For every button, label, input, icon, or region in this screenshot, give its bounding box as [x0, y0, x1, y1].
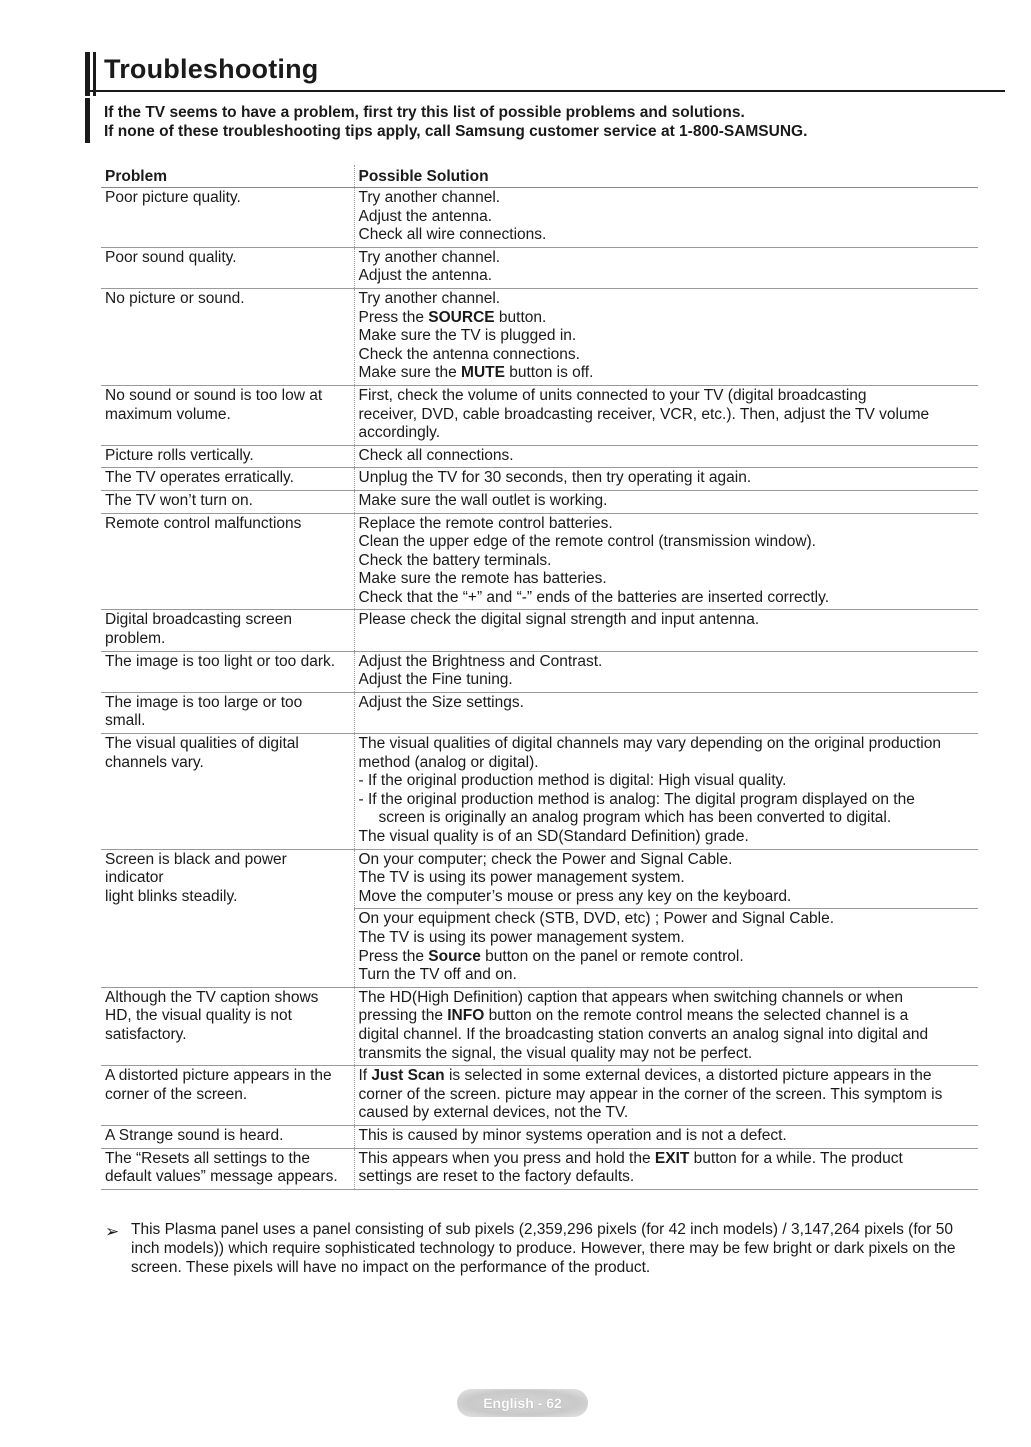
- cell-line: channels vary.: [105, 753, 204, 771]
- table-row: [101, 734, 978, 850]
- cell-line: - If the original production method is analog: The digital program displayed on the: [358, 790, 915, 808]
- keyword-bold: Just Scan: [371, 1067, 445, 1085]
- solution-cell: [354, 1066, 978, 1126]
- table-row: [101, 692, 978, 733]
- table-body: [101, 188, 978, 1190]
- cell-line: If Just Scan is selected in some external devices, a distorted picture appears in the: [358, 1067, 932, 1085]
- table-header-row: [101, 165, 978, 188]
- cell-line: The TV is using its power management system.: [358, 928, 685, 946]
- cell-line: Press the Source button on the panel or remote control.: [358, 947, 744, 965]
- problem-cell: [101, 247, 354, 288]
- problem-cell: [101, 385, 354, 445]
- cell-line: Screen is black and power: [105, 850, 287, 868]
- solution-cell: [354, 1125, 978, 1148]
- cell-line: On your equipment check (STB, DVD, etc) ; Power and Signal Cable.: [358, 910, 835, 928]
- problem-cell: [101, 1125, 354, 1148]
- cell-line: HD, the visual quality is not: [105, 1007, 292, 1025]
- problem-cell: [101, 445, 354, 468]
- keyword-bold: EXIT: [654, 1149, 690, 1167]
- cell-line: Adjust the Size settings.: [358, 693, 524, 711]
- column-header-solution: Possible Solution: [354, 165, 978, 188]
- table-row: [101, 445, 978, 468]
- cell-line: Clean the upper edge of the remote control (transmission window).: [358, 533, 816, 551]
- intro-line-2: If none of these troubleshooting tips apply, call Samsung customer service at 1-800-SAMSUNG.: [104, 123, 808, 140]
- problem-cell: [101, 734, 354, 850]
- cell-line: satisfactory.: [105, 1025, 187, 1043]
- cell-line: Adjust the Fine tuning.: [358, 671, 513, 689]
- cell-line: The HD(High Definition) caption that appears when switching channels or when: [358, 988, 904, 1006]
- cell-line: Check the battery terminals.: [358, 551, 552, 569]
- cell-line: receiver, DVD, cable broadcasting receiver, VCR, etc.). Then, adjust the TV volume: [358, 405, 930, 423]
- cell-line: The visual qualities of digital: [105, 735, 299, 753]
- cell-line: No picture or sound.: [105, 289, 245, 307]
- intro-line-1: If the TV seems to have a problem, first try this list of possible problems and solutions.: [104, 104, 745, 121]
- cell-line: No sound or sound is too low at: [105, 386, 323, 404]
- keyword-bold: INFO: [447, 1007, 485, 1025]
- solution-cell: [354, 385, 978, 445]
- solution-cell: [354, 734, 978, 850]
- cell-line: Adjust the antenna.: [358, 207, 493, 225]
- note-text: This Plasma panel uses a panel consisting of sub pixels (2,359,296 pixels (for 42 inch models) / 3,147,264 pixels (for 50 inch models)) which require sophisticated technology to produce. However, there may be few bright or dark pixels on the screen. These pixels will have no impact on the performance of the product.: [131, 1221, 956, 1276]
- cell-line: This is caused by minor systems operation and is not a defect.: [358, 1126, 787, 1144]
- solution-cell: [354, 610, 978, 651]
- cell-line: maximum volume.: [105, 405, 231, 423]
- problem-cell: [101, 651, 354, 692]
- cell-line: Make sure the TV is plugged in.: [358, 327, 577, 345]
- cell-line: caused by external devices, not the TV.: [358, 1104, 629, 1122]
- table-row: [101, 468, 978, 491]
- cell-line: The “Resets all settings to the: [105, 1149, 311, 1167]
- problem-cell: [101, 692, 354, 733]
- cell-line: Although the TV caption shows: [105, 988, 319, 1006]
- cell-line: Digital broadcasting screen: [105, 611, 292, 629]
- table-row: [101, 1066, 978, 1126]
- cell-line: corner of the screen.: [105, 1085, 248, 1103]
- cell-line: Please check the digital signal strength and input antenna.: [358, 611, 760, 629]
- table-row: [101, 987, 978, 1065]
- cell-line: The TV is using its power management system.: [358, 869, 685, 887]
- cell-line: Press the SOURCE button.: [358, 308, 547, 326]
- solution-cell: [354, 513, 978, 610]
- cell-line: digital channel. If the broadcasting station converts an analog signal into digital and: [358, 1025, 929, 1043]
- solution-cell: [354, 445, 978, 468]
- problem-cell: [101, 490, 354, 513]
- cell-line: - If the original production method is digital: High visual quality.: [358, 772, 787, 790]
- cell-line: Unplug the TV for 30 seconds, then try operating it again.: [358, 469, 752, 487]
- problem-cell: [101, 1066, 354, 1126]
- cell-line: Make sure the wall outlet is working.: [358, 491, 608, 509]
- cell-line: Replace the remote control batteries.: [358, 514, 613, 532]
- table-row: [101, 849, 978, 909]
- cell-line: pressing the INFO button on the remote control means the selected channel is a: [358, 1007, 909, 1025]
- keyword-bold: SOURCE: [428, 308, 495, 326]
- page-number-badge: English - 62: [457, 1389, 588, 1417]
- cell-line: On your computer; check the Power and Signal Cable.: [358, 850, 733, 868]
- cell-line: Poor picture quality.: [105, 189, 241, 206]
- solution-cell: [354, 651, 978, 692]
- problem-cell: [101, 188, 354, 248]
- cell-line: indicator: [105, 869, 164, 887]
- cell-line: Check the antenna connections.: [358, 345, 580, 363]
- cell-line: The TV won’t turn on.: [105, 491, 253, 509]
- cell-line: method (analog or digital).: [358, 753, 539, 771]
- problem-cell: [101, 468, 354, 491]
- cell-line: Check that the “+” and “-” ends of the batteries are inserted correctly.: [358, 588, 830, 606]
- solution-cell: [354, 909, 978, 987]
- table-row: [101, 651, 978, 692]
- solution-cell: [354, 490, 978, 513]
- problem-cell: [101, 987, 354, 1065]
- cell-line: problem.: [105, 630, 166, 648]
- table-row: [101, 385, 978, 445]
- table-row: [101, 247, 978, 288]
- problem-cell: [101, 513, 354, 610]
- column-header-problem: Problem: [101, 165, 354, 188]
- solution-cell: [354, 987, 978, 1065]
- table-row: [101, 1148, 978, 1189]
- cell-line: Try another channel.: [358, 189, 501, 206]
- solution-cell: [354, 1148, 978, 1189]
- cell-line: default values” message appears.: [105, 1168, 338, 1186]
- cell-line: Try another channel.: [358, 289, 501, 307]
- title-divider: [85, 90, 1005, 92]
- solution-cell: [354, 247, 978, 288]
- cell-line: Turn the TV off and on.: [358, 966, 517, 984]
- cell-line: Adjust the antenna.: [358, 267, 493, 285]
- problem-cell: [101, 1148, 354, 1189]
- troubleshooting-table: [101, 165, 978, 1190]
- cell-line: light blinks steadily.: [105, 887, 238, 905]
- cell-line: corner of the screen. picture may appear in the corner of the screen. This symptom is: [358, 1085, 943, 1103]
- cell-line: First, check the volume of units connected to your TV (digital broadcasting: [358, 386, 867, 404]
- page-title: Troubleshooting: [104, 54, 319, 84]
- problem-cell: [101, 610, 354, 651]
- cell-line: Adjust the Brightness and Contrast.: [358, 652, 603, 670]
- solution-cell: [354, 692, 978, 733]
- cell-line: Remote control malfunctions: [105, 514, 302, 532]
- cell-line: Make sure the MUTE button is off.: [358, 364, 594, 382]
- table-row: [101, 610, 978, 651]
- cell-line: The image is too light or too dark.: [105, 652, 336, 670]
- cell-line: Poor sound quality.: [105, 248, 237, 266]
- cell-line: The visual quality is of an SD(Standard Definition) grade.: [358, 828, 749, 845]
- cell-line: Move the computer’s mouse or press any key on the keyboard.: [358, 887, 792, 905]
- solution-cell: [354, 188, 978, 248]
- cell-line: A distorted picture appears in the: [105, 1067, 332, 1085]
- cell-line: Check all wire connections.: [358, 226, 547, 244]
- cell-line: screen is originally an analog program which has been converted to digital.: [378, 809, 892, 827]
- problem-cell: [101, 288, 354, 385]
- solution-cell: [354, 288, 978, 385]
- cell-line: The TV operates erratically.: [105, 469, 294, 487]
- solution-cell: [354, 468, 978, 491]
- cell-line: Check all connections.: [358, 446, 514, 464]
- table-row: [101, 188, 978, 248]
- table-row: [101, 1125, 978, 1148]
- cell-line: transmits the signal, the visual quality may not be perfect.: [358, 1044, 753, 1062]
- cell-line: Try another channel.: [358, 248, 501, 266]
- cell-line: settings are reset to the factory defaults.: [358, 1168, 635, 1186]
- keyword-bold: MUTE: [461, 364, 505, 382]
- cell-line: small.: [105, 712, 146, 730]
- table-row: [101, 490, 978, 513]
- cell-line: Picture rolls vertically.: [105, 446, 254, 464]
- cell-line: The image is too large or too: [105, 693, 303, 711]
- cell-line: This appears when you press and hold the EXIT button for a while. The product: [358, 1149, 903, 1167]
- intro-text: [104, 103, 807, 141]
- keyword-bold: Source: [428, 947, 481, 965]
- cell-line: accordingly.: [358, 424, 441, 442]
- cell-line: A Strange sound is heard.: [105, 1126, 284, 1144]
- cell-line: Make sure the remote has batteries.: [358, 570, 607, 588]
- table-row: [101, 513, 978, 610]
- intro-accent-bar: [85, 98, 90, 143]
- note-arrow-icon: ➢: [105, 1222, 120, 1241]
- table-row: [101, 288, 978, 385]
- solution-cell: [354, 849, 978, 909]
- problem-cell: [101, 849, 354, 987]
- cell-line: The visual qualities of digital channels may vary depending on the original production: [358, 735, 941, 753]
